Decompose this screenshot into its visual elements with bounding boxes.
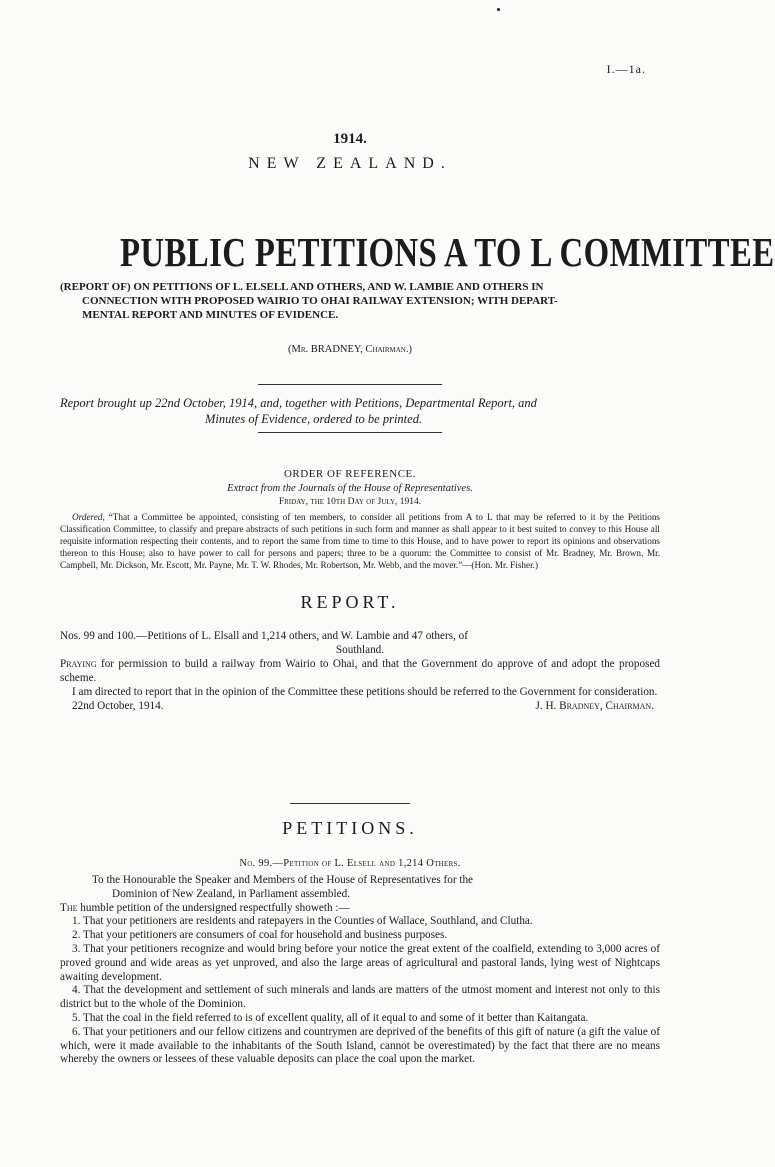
- petition-numbers-cont: Southland.: [335, 644, 385, 656]
- order-date: Friday, the 10th Day of July, 1914.: [278, 497, 422, 507]
- country-heading: NEW ZEALAND.: [248, 155, 452, 172]
- petition-address: [60, 874, 660, 902]
- petition-paragraph: 1. That your petitioners are residents and ratepayers in the Counties of Wallace, Southland, and Clutha.: [72, 915, 533, 928]
- petition-body: [60, 874, 660, 1067]
- report-subtitle: [60, 280, 660, 322]
- petition-paragraph: 5. That the coal in the field referred to is of excellent quality, all of it equal to and some of it better than Kaitangata.: [72, 1011, 589, 1024]
- divider-rule: [258, 384, 442, 385]
- order-of-reference-heading: ORDER OF REFERENCE.: [283, 468, 417, 480]
- order-text: [60, 511, 660, 571]
- report-date: 22nd October, 1914.: [72, 700, 164, 712]
- chairman-note: (Mr. BRADNEY, Chairman.): [288, 344, 412, 355]
- praying-paragraph: [60, 657, 660, 685]
- paper-reference: I.—1a.: [606, 62, 646, 76]
- brought-up-line-2: Minutes of Evidence, ordered to be printed.: [205, 412, 423, 426]
- year-heading: 1914.: [333, 131, 367, 147]
- brought-up-note: [60, 395, 660, 427]
- divider-rule: [290, 803, 410, 804]
- report-signature-row: [60, 699, 660, 713]
- address-line-1: To the Honourable the Speaker and Members of the House of Representatives for the: [92, 874, 474, 886]
- praying-text: for permission to build a railway from Wairio to Ohai, and that the Government do approve of and adopt the proposed scheme.: [60, 658, 661, 684]
- print-speck: [497, 8, 500, 11]
- subtitle-line-2: CONNECTION WITH PROPOSED WAIRIO TO OHAI RAILWAY EXTENSION; WITH DEPART-: [82, 295, 558, 307]
- petition-paragraph: 2. That your petitioners are consumers of coal for household and business purposes.: [72, 929, 448, 942]
- humble-word: The: [60, 901, 78, 914]
- subtitle-line-1: (REPORT OF) ON PETITIONS OF L. ELSELL AND OTHERS, AND W. LAMBIE AND OTHERS IN: [60, 281, 544, 293]
- petitions-heading: PETITIONS.: [282, 818, 418, 838]
- report-signature: J. H. Bradney, Chairman.: [535, 700, 654, 712]
- petition-numbers-line: Nos. 99 and 100.—Petitions of L. Elsall and 1,214 others, and W. Lambie and 47 others, of: [60, 630, 468, 642]
- subtitle-line-3: MENTAL REPORT AND MINUTES OF EVIDENCE.: [82, 309, 339, 321]
- address-line-2: Dominion of New Zealand, in Parliament assembled.: [112, 887, 350, 900]
- brought-up-line-1: Report brought up 22nd October, 1914, and, together with Petitions, Departmental Report, and: [60, 396, 537, 410]
- report-heading: REPORT.: [300, 592, 400, 612]
- humble-petition-line: [60, 902, 660, 916]
- praying-word: Praying: [60, 658, 97, 670]
- ordered-word: Ordered,: [72, 512, 105, 522]
- petition-numbers: [60, 629, 660, 657]
- petition-paragraph: 3. That your petitioners recognize and would bring before your notice the great extent of the coalfield, extending to 3,000 acres of proved ground and wide areas as yet unproved, and also the large areas of agricultural and pastoral lands, lying west of Nightcaps awaiting development.: [60, 942, 660, 983]
- petition-paragraph: 4. That the development and settlement of such minerals and lands are matters of the utmost moment and interest not only to this district but to the whole of the Dominion.: [60, 984, 660, 1011]
- journals-extract-line: Extract from the Journals of the House of Representatives.: [227, 483, 473, 494]
- humble-text: humble petition of the undersigned respectfully showeth :—: [80, 901, 350, 914]
- petition-paragraph: 6. That your petitioners and our fellow citizens and countrymen are deprived of the benefits of this gift of nature (a gift the value of which, were it made available to the inhabitants of the South Island, cannot be overestimated) by the fact that there are no means whereby the owners or lessees of these valuable deposits can place the coal upon the market.: [60, 1025, 660, 1066]
- petition-title: No. 99.—Petition of L. Elsell and 1,214 Others.: [239, 858, 461, 869]
- order-body: “That a Committee be appointed, consisting of ten members, to consider all petitions from A to L that may be referred to it by the Petitions Classification Committee, to classify and prepare abstracts of such petitions in such form and manner as shall appear to it best suited to convey to this House all requisite information respecting their contents, and to report the same from time to time to this House, and to have power to report its opinions and observations thereon to this House; also to have power to call for persons and papers; three to be a quorum: the Committee to consist of Mr. Bradney, Mr. Brown, Mr. Campbell, Mr. Dickson, Mr. Escott, Mr. Payne, Mr. T. W. Rhodes, Mr. Robertson, Mr. Webb, and the mover.”—(Hon. Mr. Fisher.): [60, 512, 661, 571]
- directed-paragraph: I am directed to report that in the opinion of the Committee these petitions should be referred to the Government for consideration.: [72, 686, 658, 698]
- report-body: [60, 629, 660, 713]
- committee-title: PUBLIC PETITIONS A TO L COMMITTEE: [120, 229, 775, 275]
- divider-rule: [258, 432, 442, 433]
